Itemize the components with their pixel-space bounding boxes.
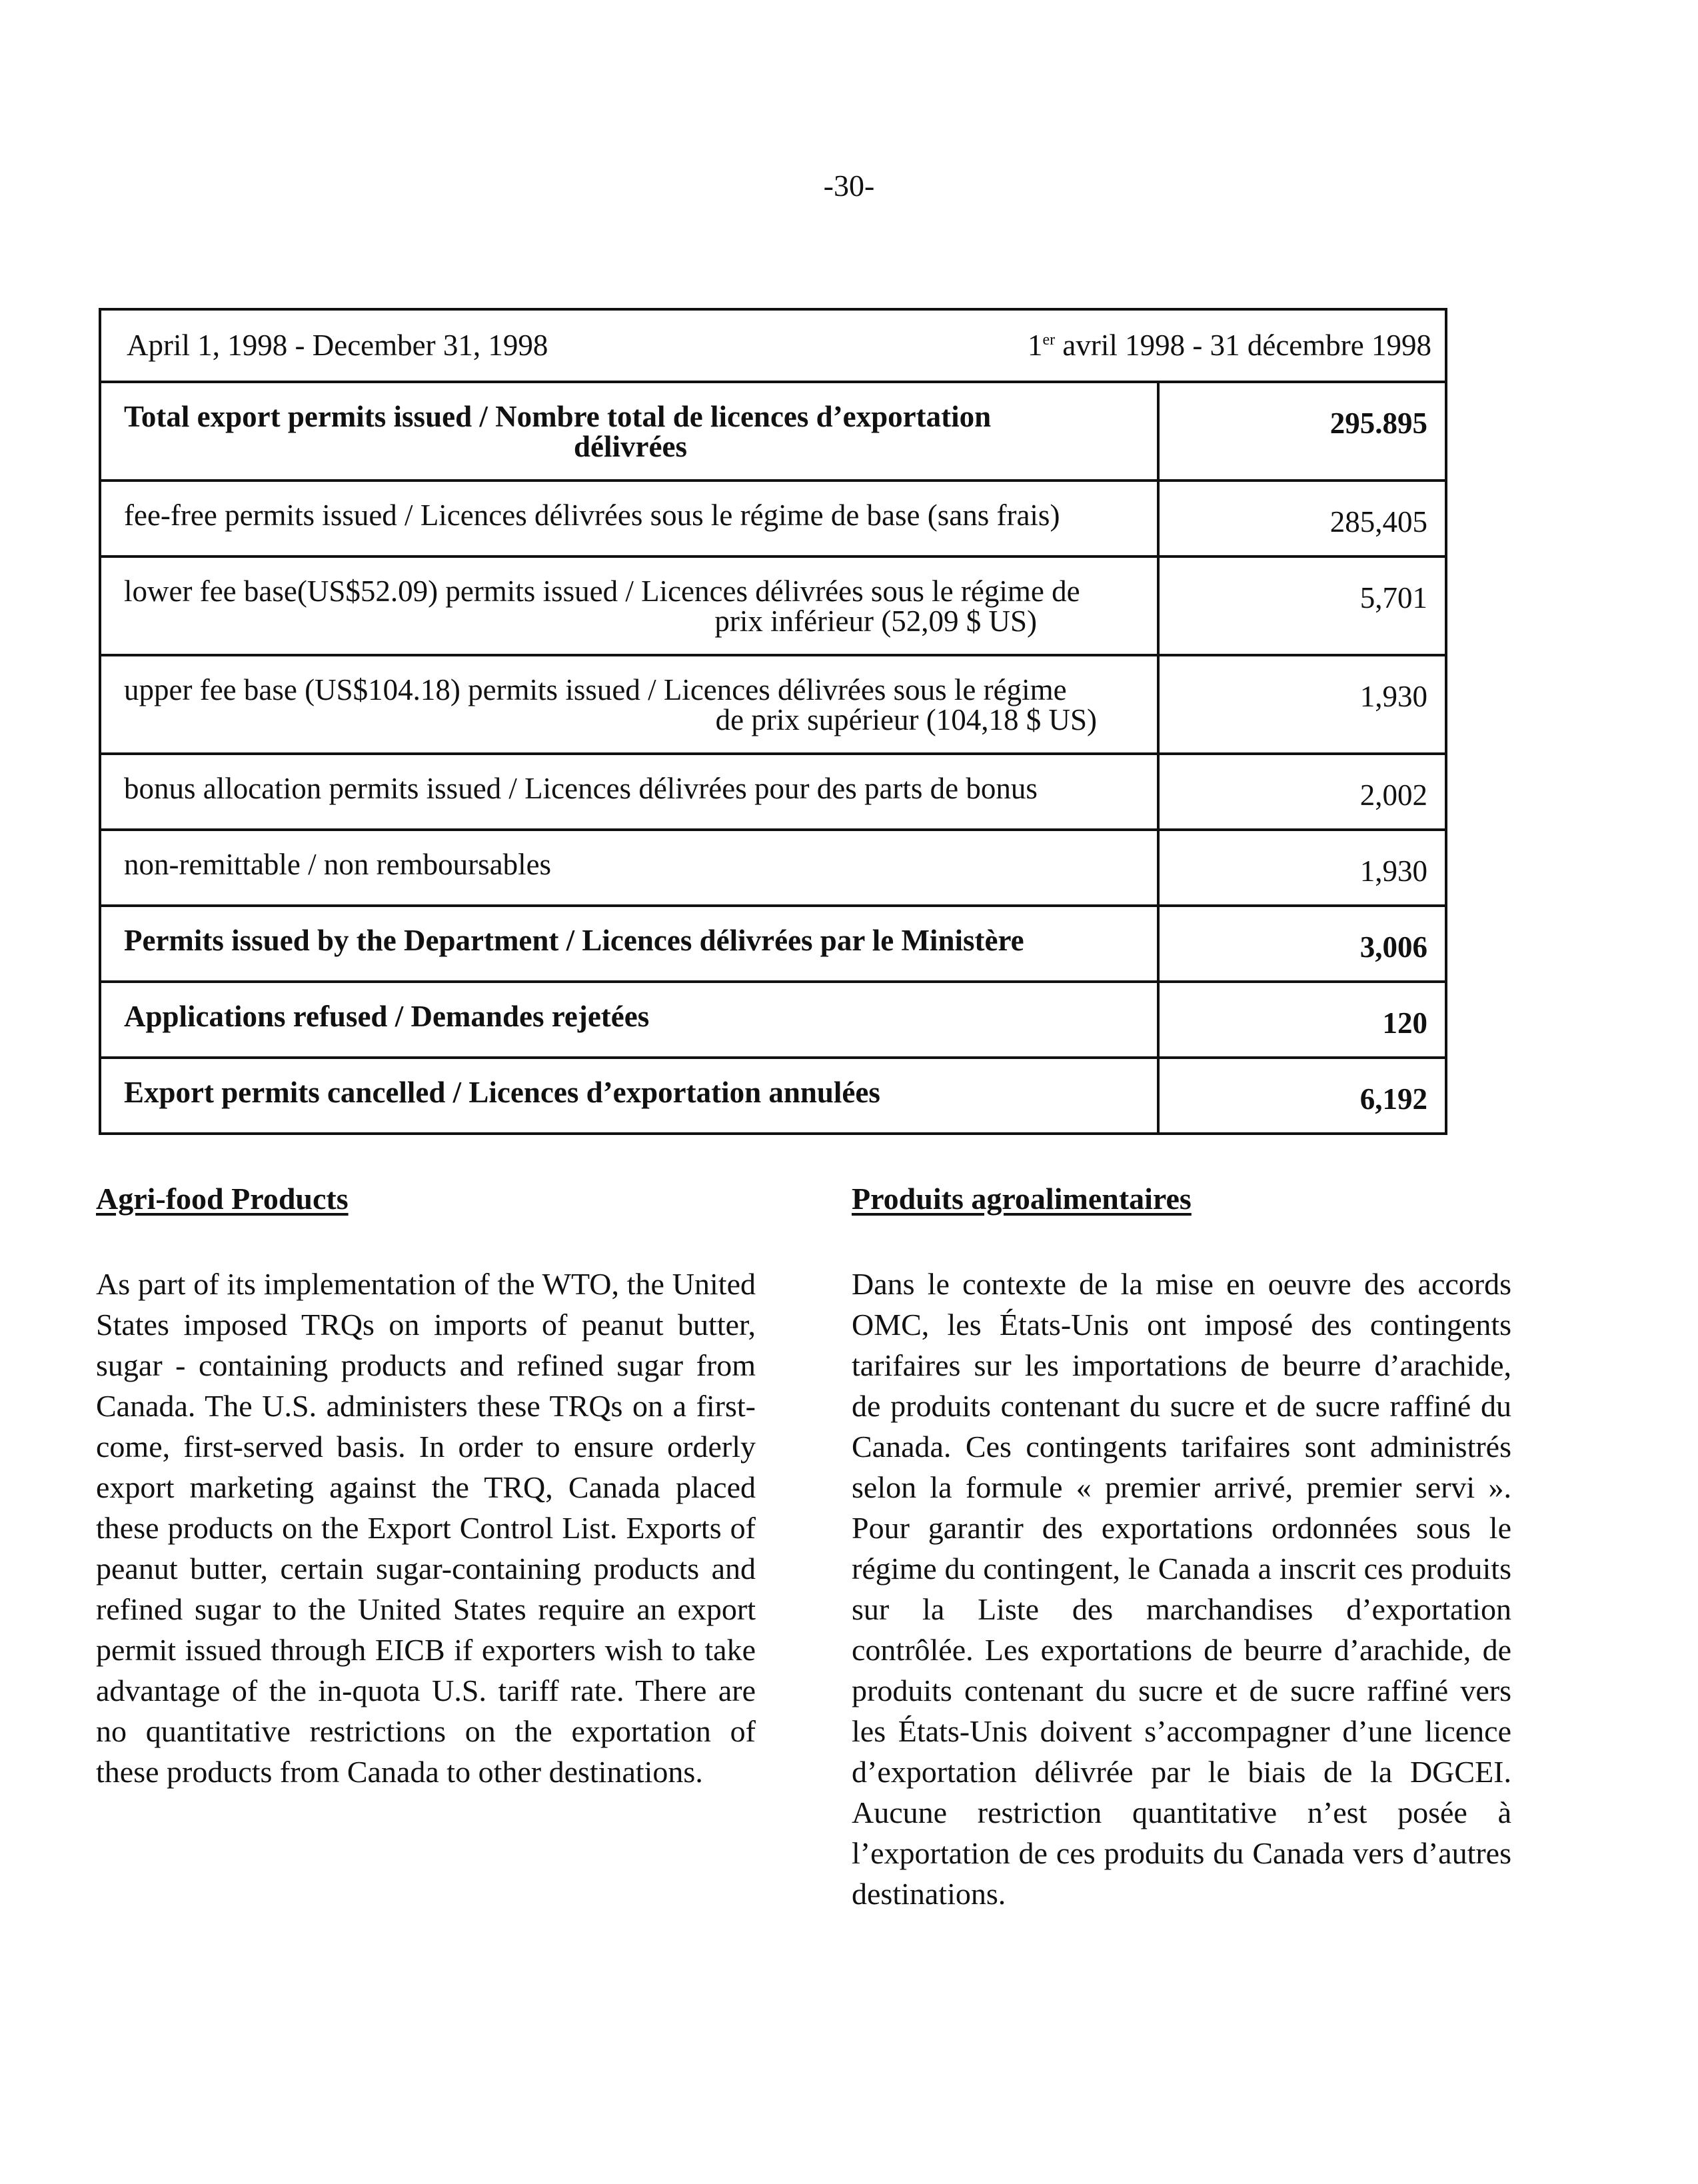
period-cell — [100, 309, 1446, 382]
row-label-line-1: bonus allocation permits issued / Licences délivrées pour des parts de bonus — [124, 772, 1038, 805]
row-label — [100, 1058, 1158, 1134]
row-value: 120 — [1158, 982, 1446, 1058]
period-french-day: 1 — [1028, 329, 1043, 362]
table-row-total-permits — [100, 382, 1446, 481]
row-label-line-2: de prix supérieur (104,18 $ US) — [715, 703, 1097, 736]
period-french-rest: avril 1998 - 31 décembre 1998 — [1055, 329, 1431, 362]
section-body-english: As part of its implementation of the WTO, the United States imposed TRQs on imports of peanut butter, sugar - containing products and refined sugar from Canada. The U.S. administers these TRQs on a first-come, first-served basis. In order to ensure orderly export marketing against the TRQ, Canada placed these products on the Export Control List. Exports of peanut butter, certain sugar-containing products and refined sugar to the United States require an export permit issued through EICB if exporters wish to take advantage of the in-quota U.S. tariff rate. There are no quantitative restrictions on the exportation of these products from Canada to other destinations. — [96, 1267, 756, 1789]
row-label-line-2: délivrées — [574, 430, 687, 463]
row-label — [100, 830, 1158, 906]
row-label-line-1: Applications refused / Demandes rejetées — [124, 1000, 650, 1033]
row-label-line-1: fee-free permits issued / Licences délivrées sous le régime de base (sans frais) — [124, 499, 1060, 532]
row-label — [100, 982, 1158, 1058]
table-row-fee-free — [100, 481, 1446, 556]
row-label — [100, 382, 1158, 481]
row-label — [100, 481, 1158, 556]
table-period-row — [100, 309, 1446, 382]
table-row-bonus-allocation — [100, 754, 1446, 830]
row-value: 295.895 — [1158, 382, 1446, 481]
row-value: 1,930 — [1158, 830, 1446, 906]
table-row-upper-fee — [100, 655, 1446, 754]
period-english: April 1, 1998 - December 31, 1998 — [127, 329, 548, 362]
period-french-sup: er — [1042, 331, 1056, 349]
row-label — [100, 655, 1158, 754]
section-heading-english: Agri-food Products — [96, 1182, 349, 1216]
row-value: 2,002 — [1158, 754, 1446, 830]
row-value: 6,192 — [1158, 1058, 1446, 1134]
row-label-line-1: Total export permits issued / Nombre total de licences d’exportation — [124, 400, 992, 433]
section-heading-french: Produits agroalimentaires — [852, 1182, 1192, 1216]
table-row-lower-fee — [100, 556, 1446, 655]
row-label-line-1: Export permits cancelled / Licences d’exportation annulées — [124, 1076, 880, 1109]
row-label — [100, 906, 1158, 982]
table-row-department-permits — [100, 906, 1446, 982]
row-label-line-1: lower fee base(US$52.09) permits issued / Licences délivrées sous le régime de — [124, 574, 1080, 608]
period-french — [1028, 331, 1431, 361]
section-body-french: Dans le contexte de la mise en oeuvre des accords OMC, les États-Unis ont imposé des contingents tarifaires sur les importations de beurre d’arachide, de produits contenant du sucre et de sucre raffiné du Canada. Ces contingents tarifaires sont administrés selon la formule « premier arrivé, premier servi ». Pour garantir des exportations ordonnées sous le régime du contingent, le Canada a inscrit ces produits sur la Liste des marchandises d’exportation contrôlée. Les exportations de beurre d’arachide, de produits contenant du sucre et de sucre raffiné vers les États-Unis doivent s’accompagner d’une licence d’exportation délivrée par le biais de la DGCEI. Aucune restriction quantitative n’est posée à l’exportation de ces produits du Canada vers d’autres destinations. — [852, 1267, 1511, 1911]
row-value: 1,930 — [1158, 655, 1446, 754]
table-row-applications-refused — [100, 982, 1446, 1058]
row-label — [100, 754, 1158, 830]
row-label-line-1: non-remittable / non remboursables — [124, 848, 552, 881]
row-label-line-1: Permits issued by the Department / Licences délivrées par le Ministère — [124, 924, 1024, 957]
row-label-line-1: upper fee base (US$104.18) permits issued / Licences délivrées sous le régime — [124, 673, 1067, 706]
row-value: 5,701 — [1158, 556, 1446, 655]
row-label — [100, 556, 1158, 655]
row-label-line-2: prix inférieur (52,09 $ US) — [714, 604, 1037, 638]
table-row-non-remittable — [100, 830, 1446, 906]
table-row-permits-cancelled — [100, 1058, 1446, 1134]
row-value: 3,006 — [1158, 906, 1446, 982]
export-permits-table — [99, 308, 1447, 1135]
page-number: -30- — [823, 169, 875, 203]
row-value: 285,405 — [1158, 481, 1446, 556]
